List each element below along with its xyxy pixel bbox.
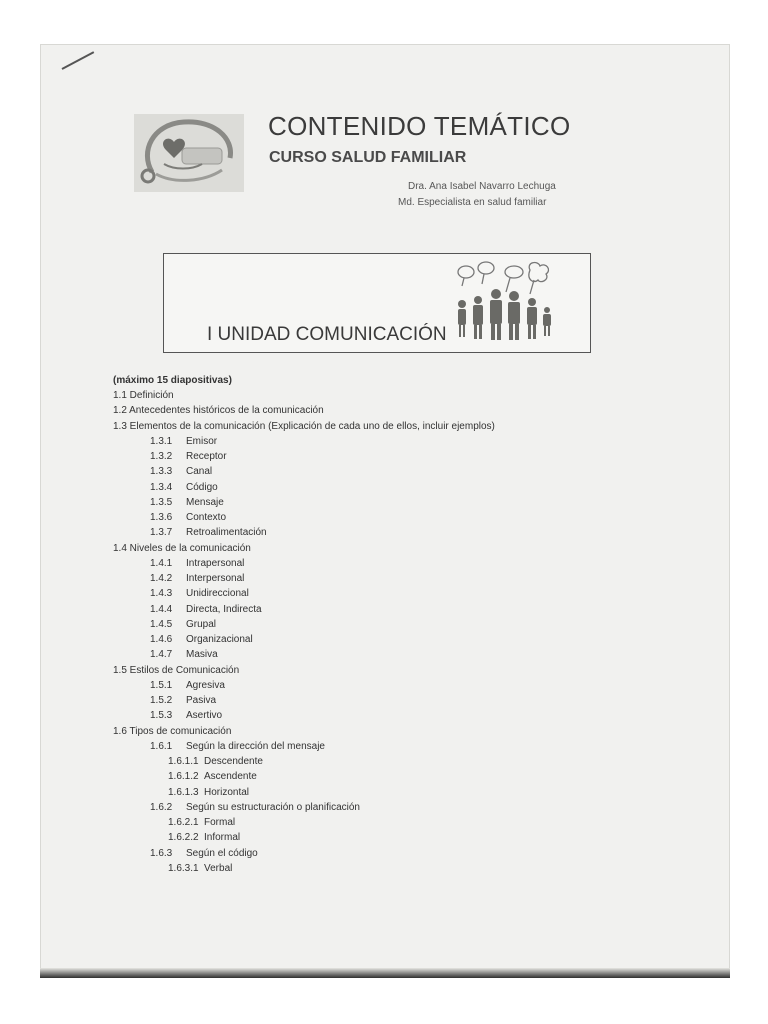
- toc-section-label: 1.3 Elementos de la comunicación (Explicación de cada uno de ellos, incluir ejemplos): [113, 420, 495, 432]
- toc-item: [113, 390, 174, 401]
- toc-item-label: Receptor: [186, 451, 227, 462]
- toc-section-label: 1.1 Definición: [113, 390, 174, 401]
- toc-item: [150, 741, 325, 752]
- toc-item-label: Formal: [204, 817, 236, 828]
- toc-item: [150, 512, 226, 523]
- toc-item: [150, 588, 249, 599]
- toc-section-label: 1.2 Antecedentes históricos de la comunicación: [113, 405, 324, 417]
- toc-item-label: Horizontal: [204, 786, 250, 798]
- toc-item-label: Contexto: [186, 512, 227, 523]
- toc-item-label: Según la dirección del mensaje: [186, 740, 325, 752]
- toc-item-number: 1.4.3: [150, 588, 173, 600]
- toc-item: [168, 771, 257, 782]
- toc-item: [150, 619, 216, 630]
- toc-item-label: Informal: [204, 832, 241, 844]
- toc-item-label: Asertivo: [186, 710, 223, 722]
- toc-item-label: Unidireccional: [186, 588, 249, 600]
- toc-item-label: Mensaje: [186, 496, 224, 508]
- toc-item-number: 1.3.1: [150, 435, 173, 447]
- stethoscope-heart-icon: [134, 114, 244, 192]
- toc-item-number: 1.6.1.1: [168, 756, 199, 767]
- toc-item: [113, 665, 239, 676]
- toc-item-label: Verbal: [204, 862, 233, 874]
- toc-item-number: 1.4.6: [150, 634, 173, 645]
- toc-item-label: Masiva: [186, 649, 218, 661]
- toc-item-number: 1.6.3.1: [168, 862, 199, 874]
- toc-item-number: 1.3.3: [150, 466, 173, 478]
- toc-item-number: 1.4.2: [150, 573, 173, 584]
- toc-item-label: Interpersonal: [186, 573, 245, 584]
- toc-item: [150, 573, 244, 584]
- toc-item: [150, 604, 262, 615]
- toc-item-label: Emisor: [186, 435, 218, 447]
- author-role: Md. Especialista en salud familiar: [398, 197, 547, 208]
- toc-item-number: 1.3.6: [150, 512, 173, 523]
- toc-item-label: Agresiva: [186, 679, 225, 691]
- toc-item: [150, 848, 258, 859]
- toc-item: [150, 466, 212, 477]
- toc-item-number: 1.6.1.2: [168, 771, 199, 783]
- toc-item-number: 1.5.1: [150, 679, 173, 691]
- toc-item-number: 1.3.5: [150, 496, 173, 508]
- toc-item: [150, 680, 225, 691]
- toc-item-number: 1.6.1: [150, 740, 173, 752]
- toc-item-number: 1.6.3: [150, 847, 173, 859]
- toc-item-number: 1.6.1.3: [168, 786, 199, 798]
- toc-item-label: Intrapersonal: [186, 557, 245, 569]
- course-subtitle: CURSO SALUD FAMILIAR: [269, 149, 467, 166]
- author-name: Dra. Ana Isabel Navarro Lechuga: [408, 181, 556, 192]
- toc-item: [113, 726, 231, 737]
- toc-item: [168, 832, 240, 843]
- toc-item-number: 1.3.4: [150, 481, 173, 493]
- toc-item: [168, 863, 232, 874]
- toc-item: [150, 649, 218, 660]
- toc-item-number: 1.3.7: [150, 527, 173, 539]
- toc-item: [150, 695, 216, 706]
- toc-item-label: Ascendente: [204, 771, 257, 783]
- toc-item-number: 1.4.7: [150, 649, 173, 661]
- toc-item-label: Canal: [186, 466, 213, 478]
- toc-item-label: Descendente: [204, 756, 263, 767]
- toc-item: [150, 558, 244, 569]
- toc-section-label: 1.6 Tipos de comunicación: [113, 725, 232, 737]
- toc-item: [168, 756, 263, 767]
- toc-item-number: 1.5.3: [150, 710, 173, 722]
- toc-item-number: 1.4.5: [150, 618, 173, 630]
- toc-item: [168, 787, 249, 798]
- toc-item-number: 1.3.2: [150, 451, 173, 462]
- toc-item: [113, 405, 324, 416]
- unit-title: I UNIDAD COMUNICACIÓN: [207, 324, 447, 345]
- toc-item: [150, 482, 218, 493]
- toc-item-number: 1.4.4: [150, 603, 173, 615]
- toc-item: [150, 527, 267, 538]
- toc-item: [150, 451, 227, 462]
- family-speech-bubbles-icon: [452, 260, 556, 344]
- unit-banner: [163, 253, 591, 353]
- toc-item-label: Según su estructuración o planificación: [186, 801, 360, 813]
- toc-heading: (máximo 15 diapositivas): [113, 375, 232, 386]
- toc-item-number: 1.4.1: [150, 557, 173, 569]
- page-title: CONTENIDO TEMÁTICO: [268, 111, 571, 141]
- toc-item-label: Organizacional: [186, 634, 253, 645]
- toc-item-label: Grupal: [186, 618, 217, 630]
- toc-item-number: 1.6.2.1: [168, 817, 199, 828]
- toc-item-label: Retroalimentación: [186, 527, 267, 539]
- toc-item: [150, 634, 253, 645]
- toc-section-label: 1.5 Estilos de Comunicación: [113, 664, 240, 676]
- toc-item: [150, 497, 224, 508]
- toc-item-label: Según el código: [186, 847, 258, 859]
- toc-item-number: 1.5.2: [150, 695, 173, 706]
- toc-item: [113, 543, 251, 554]
- toc-item: [113, 421, 495, 432]
- toc-item: [150, 710, 222, 721]
- toc-item: [150, 802, 360, 813]
- toc-item-number: 1.6.2.2: [168, 832, 199, 844]
- toc-item-label: Pasiva: [186, 695, 217, 706]
- toc-section-label: 1.4 Niveles de la comunicación: [113, 542, 251, 554]
- toc-item: [168, 817, 235, 828]
- toc-item: [150, 436, 217, 447]
- toc-item-number: 1.6.2: [150, 801, 173, 813]
- toc-item-label: Directa, Indirecta: [186, 603, 262, 615]
- toc-item-label: Código: [186, 481, 218, 493]
